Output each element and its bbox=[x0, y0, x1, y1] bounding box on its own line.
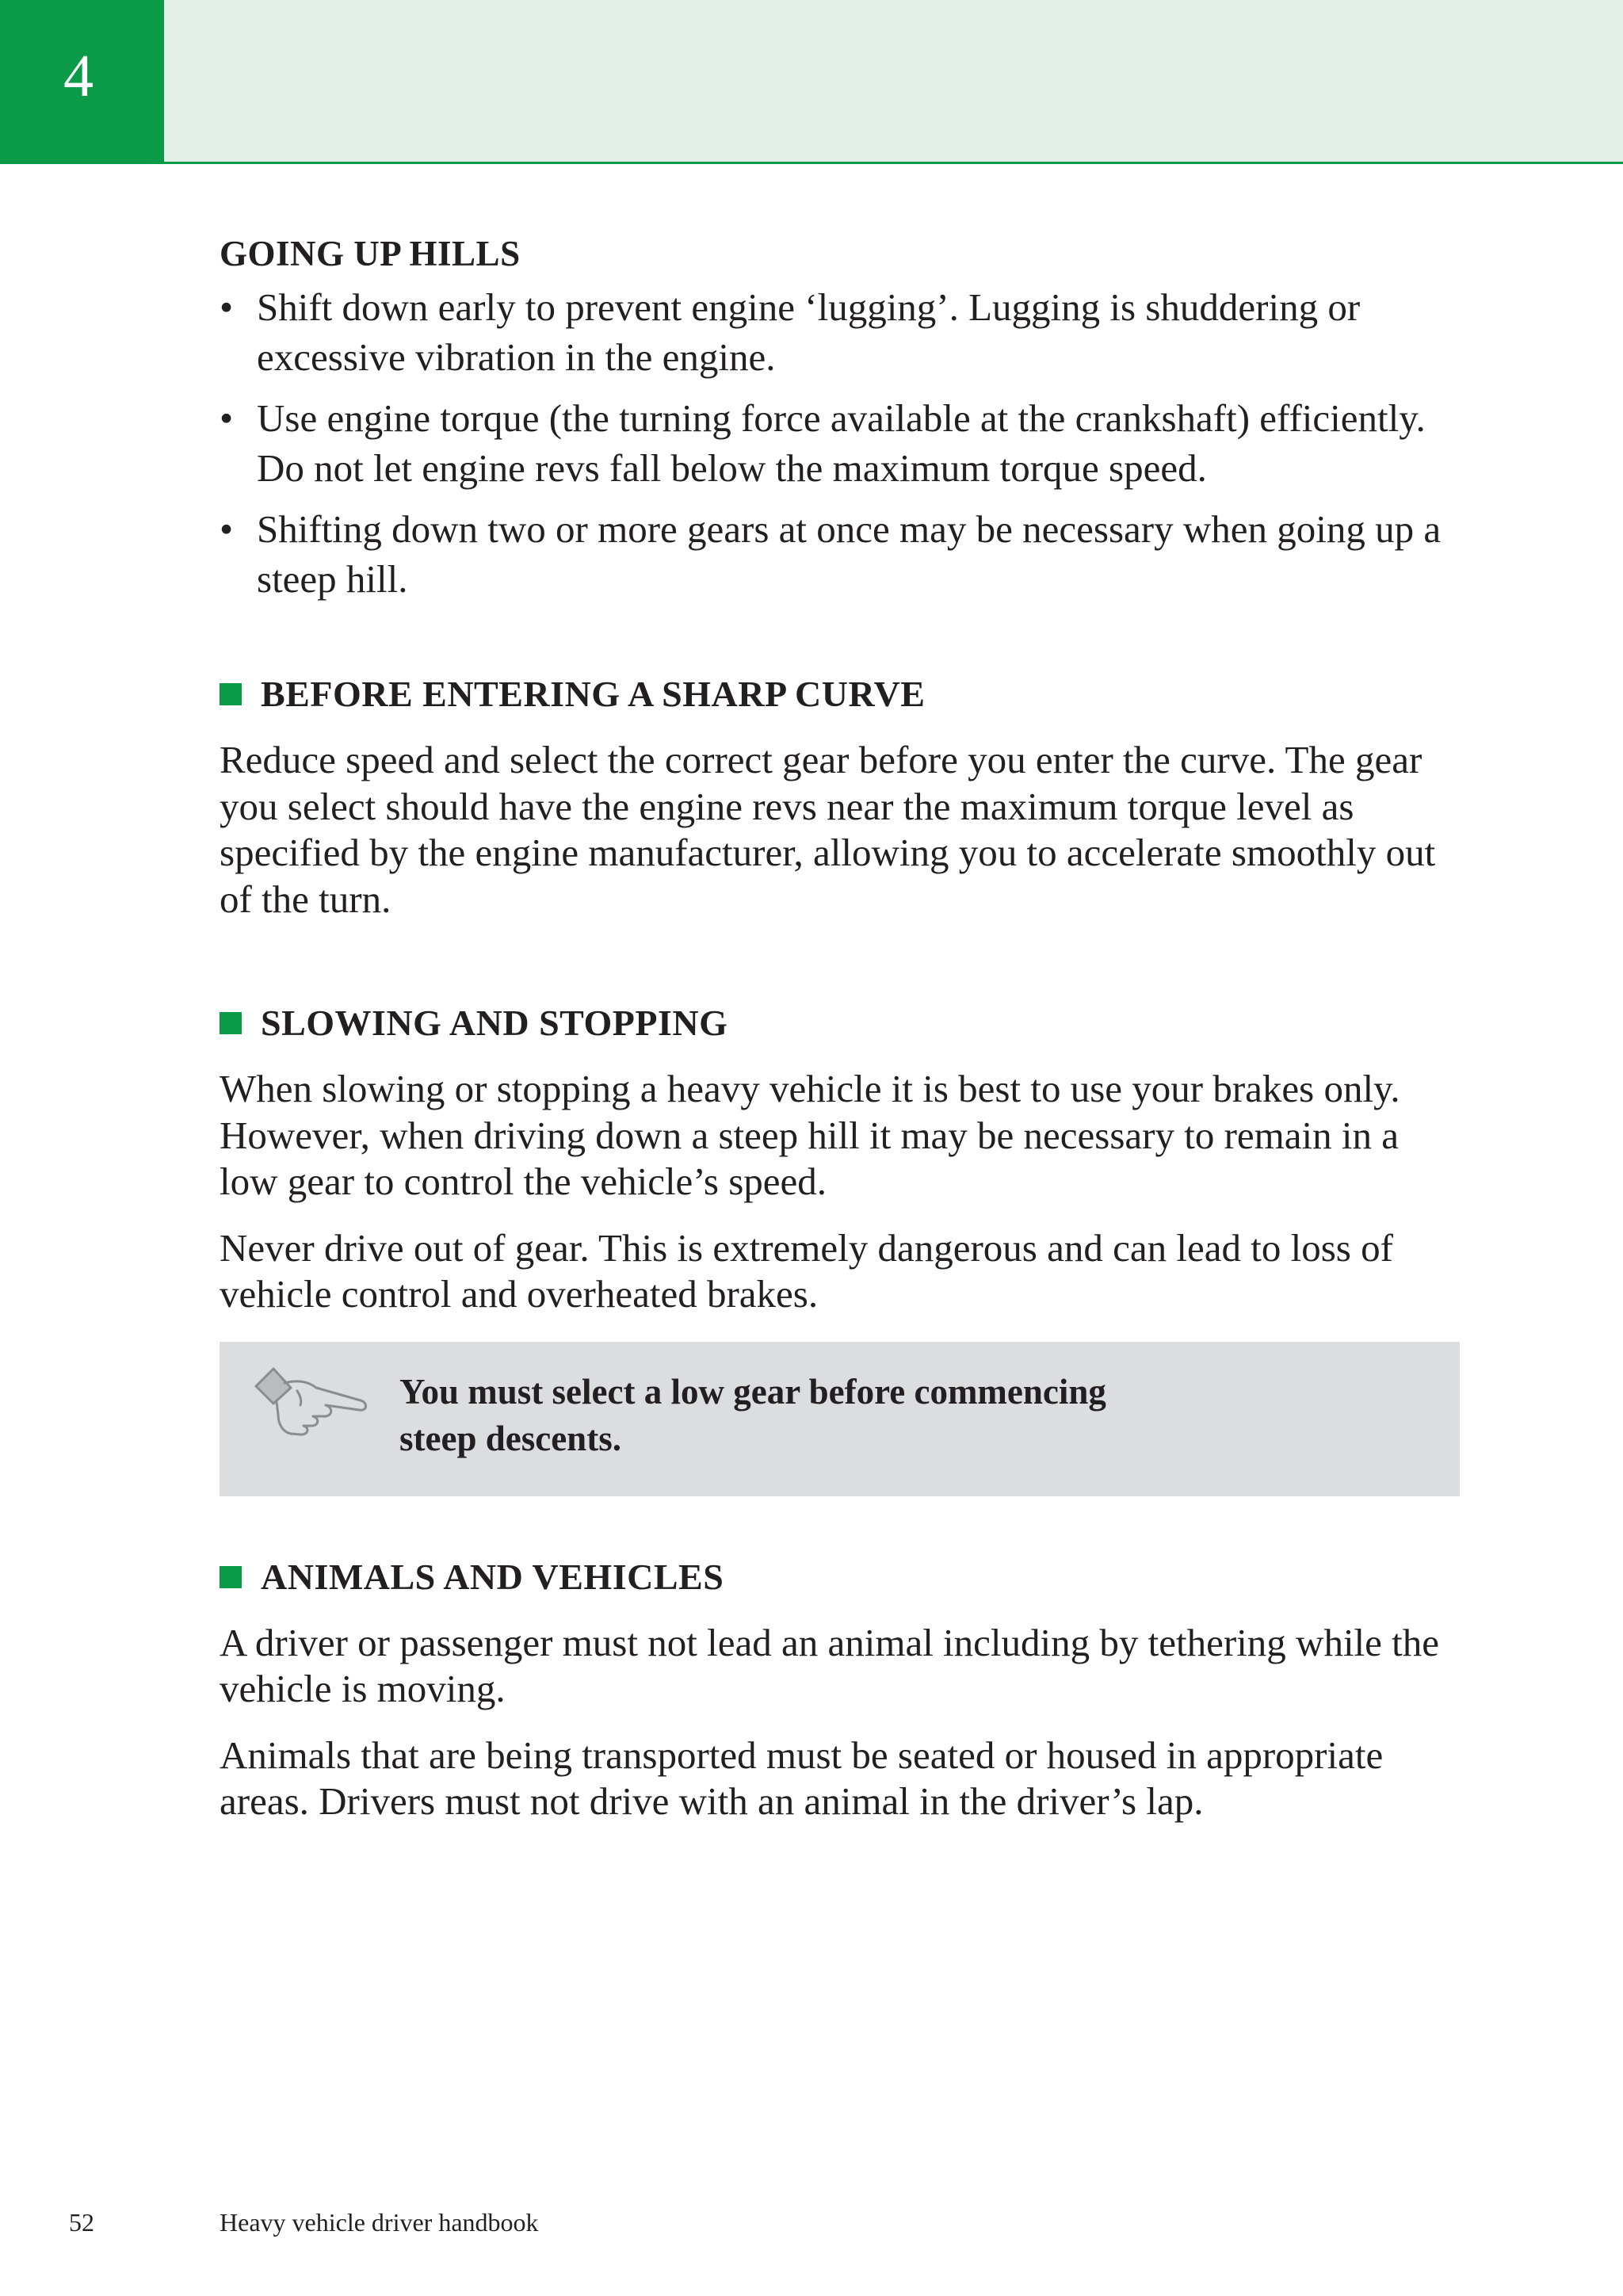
section-title: ANIMALS AND VEHICLES bbox=[261, 1556, 724, 1597]
list-item-text: Use engine torque (the turning force available at the crankshaft) efficiently. Do not let engine revs fall below the maximum torque speed. bbox=[257, 396, 1426, 490]
section-slowing-stopping bbox=[220, 999, 1460, 1318]
section-heading bbox=[220, 670, 1460, 718]
section-going-up-hills bbox=[220, 230, 1460, 604]
page-number: 52 bbox=[69, 2208, 94, 2237]
green-square-icon bbox=[220, 1566, 242, 1588]
bullet-glyph: • bbox=[220, 396, 234, 440]
bullet-glyph: • bbox=[220, 507, 234, 551]
green-square-icon bbox=[220, 1012, 242, 1034]
list-item-text: Shifting down two or more gears at once may be necessary when going up a steep hill. bbox=[257, 507, 1442, 601]
list-item bbox=[220, 282, 1460, 382]
chapter-number: 4 bbox=[63, 43, 94, 109]
section-animals bbox=[220, 1553, 1460, 1825]
note-line: You must select a low gear before commencing bbox=[399, 1371, 1106, 1412]
section-heading bbox=[220, 999, 1460, 1047]
note-text bbox=[399, 1369, 1350, 1462]
footer-book-title: Heavy vehicle driver handbook bbox=[220, 2208, 539, 2237]
green-square-icon bbox=[220, 683, 242, 705]
body-paragraph: Animals that are being transported must be seated or housed in appropriate areas. Drivers must not drive with an animal in the driver’s lap. bbox=[220, 1733, 1384, 1823]
list-item bbox=[220, 504, 1460, 604]
chapter-tab bbox=[0, 0, 164, 164]
list-item-text: Shift down early to prevent engine ‘lugging’. Lugging is shuddering or excessive vibration in the engine. bbox=[257, 285, 1361, 379]
list-item bbox=[220, 393, 1460, 493]
section-title: GOING UP HILLS bbox=[220, 234, 521, 273]
section-sharp-curve bbox=[220, 670, 1460, 923]
bullet-glyph: • bbox=[220, 285, 234, 329]
body-paragraph: Reduce speed and select the correct gear before you enter the curve. The gear you select should have the engine revs near the maximum torque level as specified by the engine manufacturer, allowing you to accelerate smoothly out of the turn. bbox=[220, 738, 1436, 921]
note-line: steep descents. bbox=[399, 1418, 621, 1458]
section-title: BEFORE ENTERING A SHARP CURVE bbox=[261, 674, 926, 714]
section-title: SLOWING AND STOPPING bbox=[261, 1003, 728, 1043]
header-band bbox=[0, 0, 1623, 164]
page-content bbox=[220, 230, 1460, 1845]
body-paragraph: When slowing or stopping a heavy vehicle it is best to use your brakes only. However, when driving down a steep hill it may be necessary to remain in a low gear to control the vehicle’s speed. bbox=[220, 1067, 1400, 1203]
note-box bbox=[220, 1342, 1460, 1496]
body-paragraph: Never drive out of gear. This is extremely dangerous and can lead to loss of vehicle control and overheated brakes. bbox=[220, 1225, 1393, 1316]
body-paragraph: A driver or passenger must not lead an animal including by tethering while the vehicle is moving. bbox=[220, 1620, 1440, 1710]
section-heading bbox=[220, 1553, 1460, 1601]
pointing-hand-icon bbox=[250, 1359, 376, 1446]
bullet-list bbox=[220, 282, 1460, 604]
